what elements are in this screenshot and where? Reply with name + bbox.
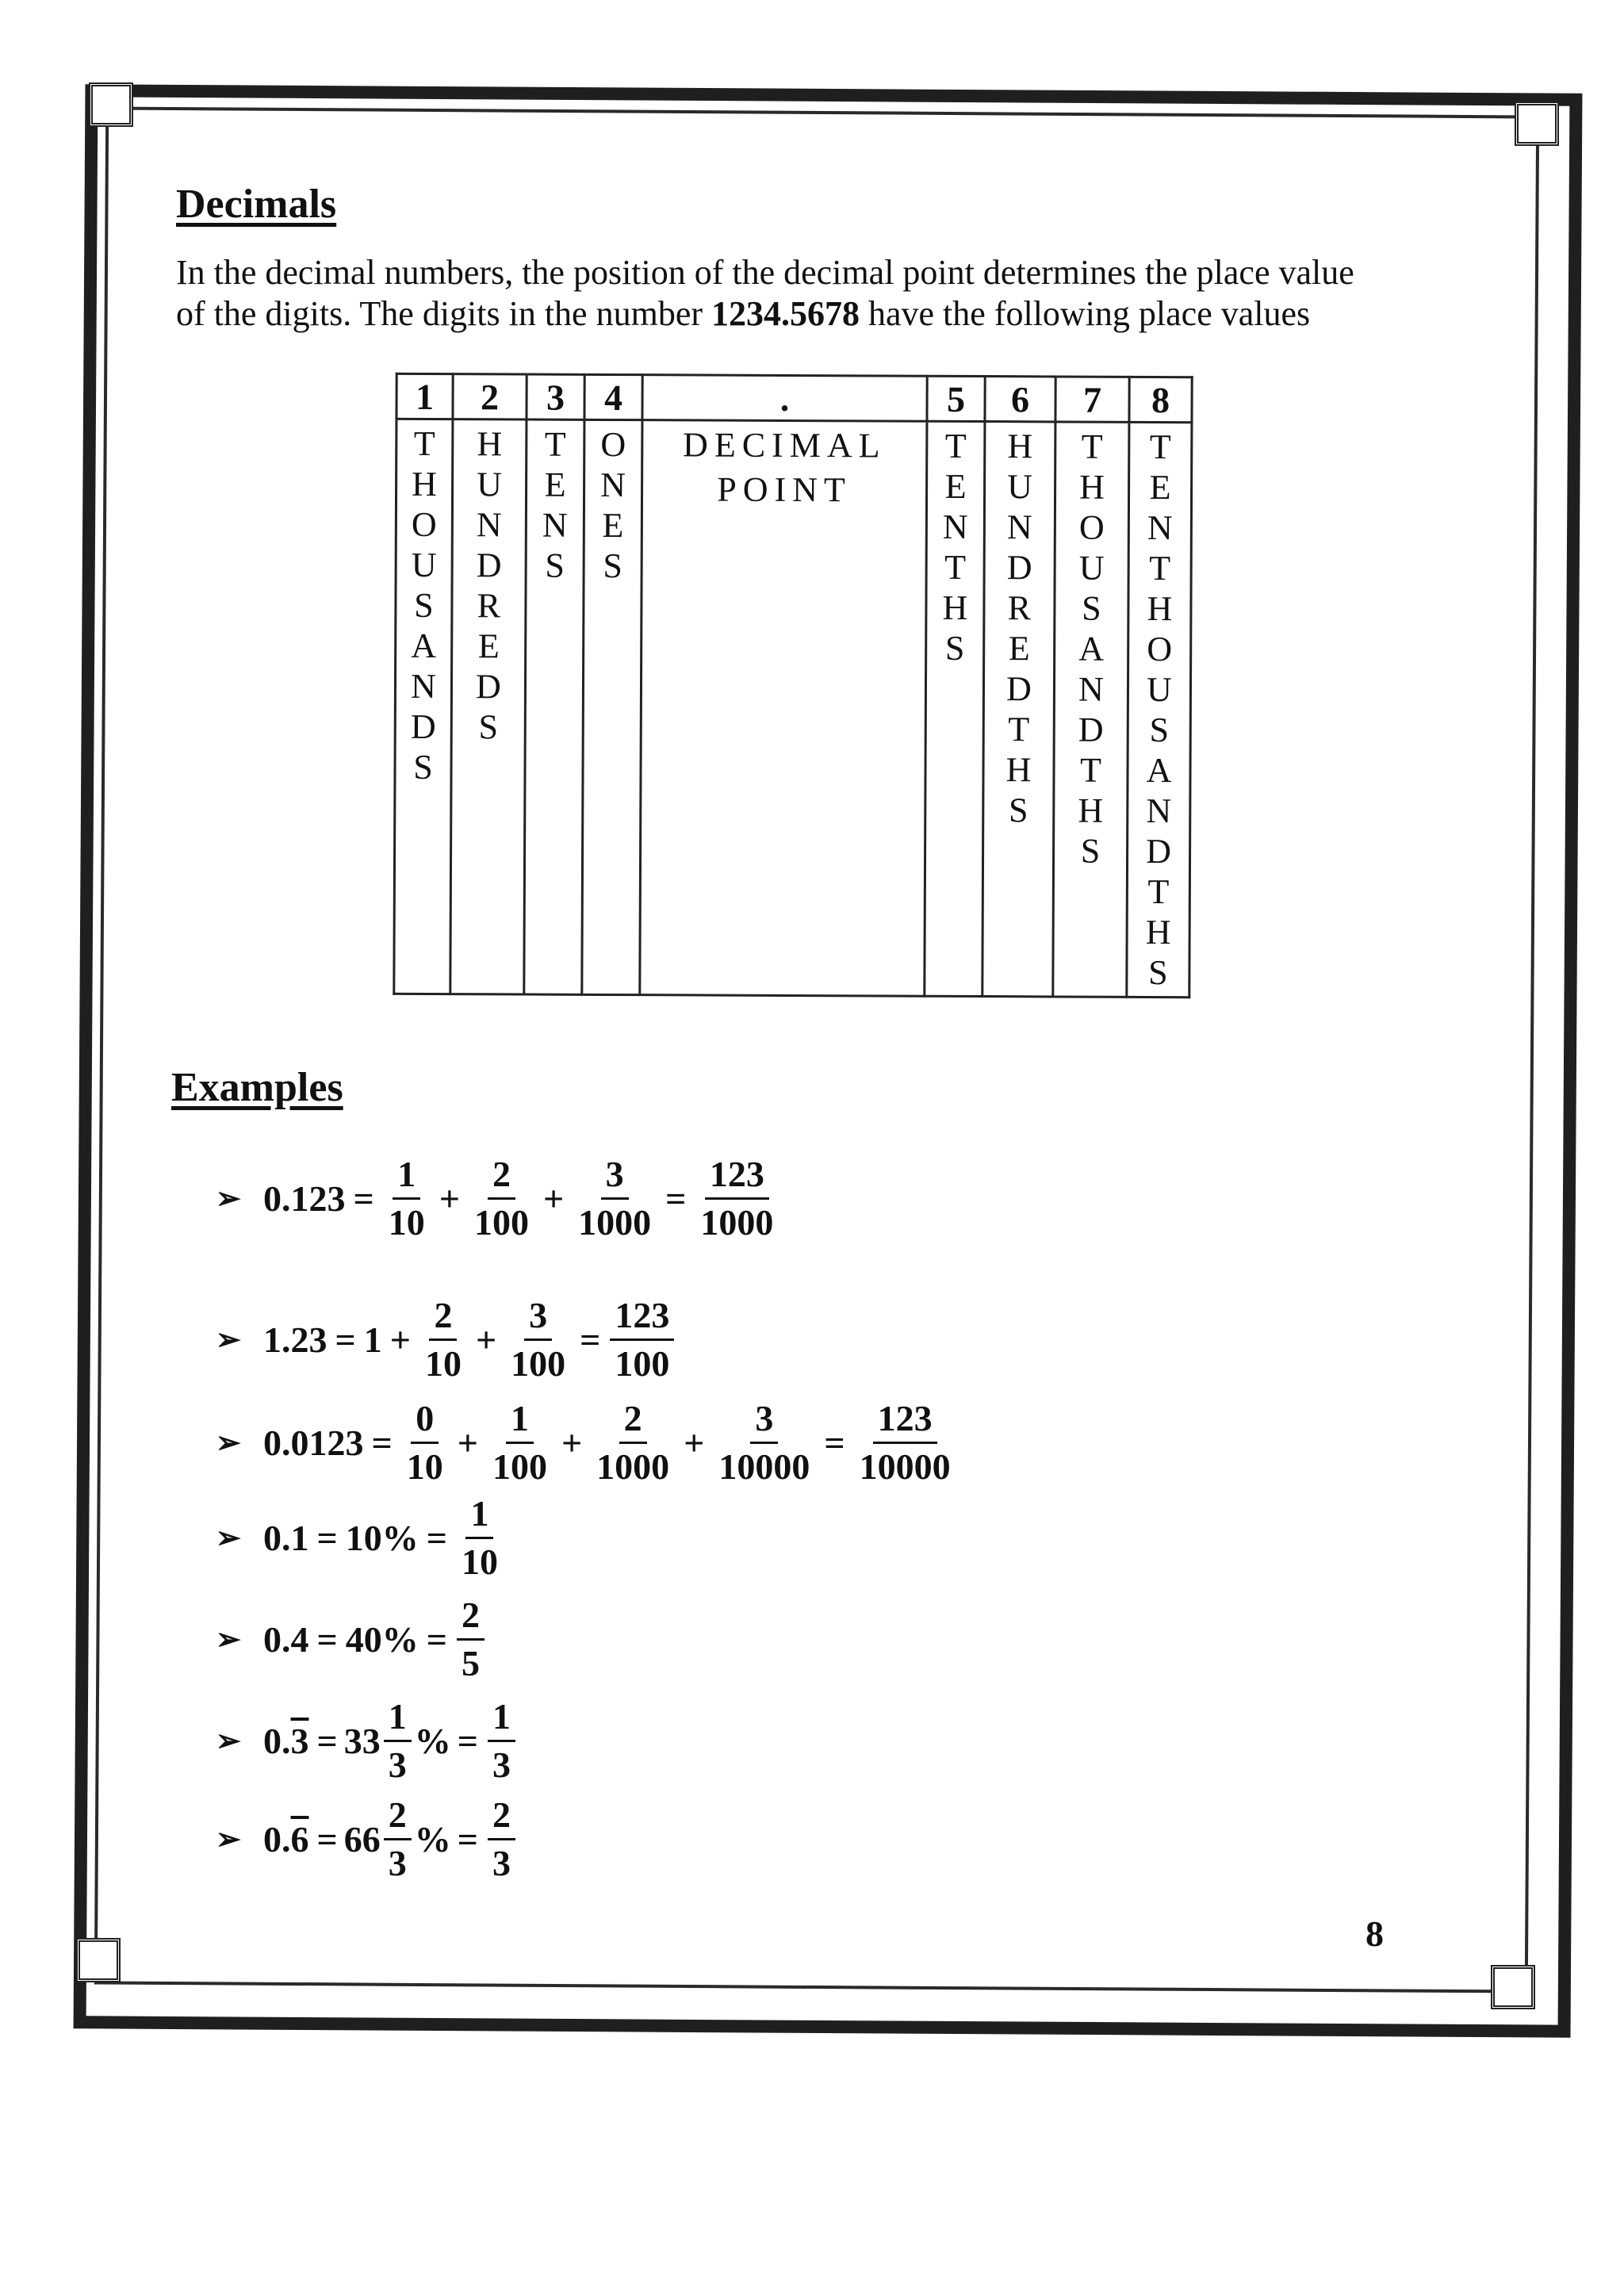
equals-sign: = [426, 1518, 447, 1558]
intro-line-2 [176, 293, 1429, 335]
frame-corner-ornament [89, 82, 133, 127]
fraction-result: $\frac{123}{10000}$ [859, 1398, 951, 1487]
arrow-bullet-icon: ➢ [216, 1427, 241, 1460]
example-number: 1234.5678 [711, 294, 860, 333]
plus-sign: + [439, 1178, 460, 1219]
letter: T [1079, 750, 1102, 790]
example-lhs: 1.23 [263, 1319, 327, 1360]
letter: A [1146, 750, 1172, 791]
intro-line-1: In the decimal numbers, the position of the decimal point determines the place value [176, 253, 1354, 292]
letter: D [1146, 831, 1172, 871]
example-lhs: 0.0123 [263, 1423, 364, 1463]
letter: S [1080, 831, 1101, 871]
arrow-bullet-icon: ➢ [216, 1323, 241, 1357]
arrow-bullet-icon: ➢ [216, 1522, 241, 1555]
letter: E [1149, 467, 1171, 507]
letter: N [542, 505, 568, 545]
letter: N [942, 507, 968, 546]
letter: N [600, 465, 626, 505]
letter: O [600, 424, 626, 465]
place-name-tens [524, 419, 584, 994]
letter: U [1007, 467, 1033, 507]
fraction: $\frac{0}{10}$ [406, 1398, 443, 1487]
example-lhs: 0.6 [263, 1819, 309, 1859]
letter: S [1082, 588, 1101, 628]
letter: S [545, 546, 565, 585]
decimal-label-line-2: POINT [717, 469, 852, 510]
plus-sign: + [457, 1423, 478, 1463]
equals-sign: = [457, 1819, 478, 1859]
letter: N [410, 666, 436, 707]
letter: R [477, 586, 501, 626]
letter: S [1008, 791, 1028, 830]
letter: U [477, 465, 503, 504]
vertical-word [527, 421, 584, 586]
place-number-3: 3 [527, 374, 584, 419]
example-row-3 [216, 1397, 959, 1488]
vertical-word [1128, 423, 1190, 993]
plus-sign: + [389, 1319, 411, 1360]
letter: S [413, 747, 433, 787]
letter: S [603, 546, 622, 586]
letter: E [944, 466, 967, 506]
example-row-6 [216, 1695, 519, 1787]
plus-sign: + [684, 1423, 705, 1463]
letter: U [1078, 548, 1105, 588]
letter: A [411, 626, 437, 666]
vertical-word [396, 420, 451, 787]
equals-sign: = [316, 1518, 338, 1558]
page-title: Decimals [176, 182, 337, 227]
place-number-1: 1 [396, 373, 453, 419]
letter: S [478, 707, 499, 747]
letter: N [1146, 791, 1172, 831]
fraction: $\frac{3}{1000}$ [578, 1154, 652, 1243]
letter: N [1006, 507, 1032, 547]
equals-sign: = [457, 1721, 478, 1761]
letter: T [944, 426, 967, 465]
place-name-hundreds [450, 419, 527, 994]
letter: D [410, 707, 436, 747]
decimal-label-line-1: DECIMAL [682, 425, 887, 465]
equals-sign: = [824, 1423, 845, 1463]
frame-corner-ornament [1491, 1965, 1535, 2009]
equals-sign: = [580, 1319, 601, 1360]
plus-sign: + [561, 1423, 583, 1463]
letter: H [1145, 912, 1171, 952]
fraction: $\frac{2}{10}$ [424, 1295, 462, 1384]
letter: U [411, 545, 437, 585]
letter: D [475, 667, 501, 707]
letter: U [1146, 669, 1172, 710]
letter: T [1147, 871, 1170, 912]
letter: S [414, 585, 434, 626]
example-row-4 [216, 1492, 506, 1584]
letter: T [413, 423, 435, 464]
equals-sign: = [665, 1178, 687, 1219]
repeating-digit: 3 [290, 1721, 309, 1761]
letter: H [1078, 791, 1104, 830]
repeating-digit: 6 [290, 1819, 309, 1859]
vertical-word [927, 423, 983, 668]
place-name-thousands [394, 419, 453, 994]
fraction-result: $\frac{2}{3}$ [488, 1794, 515, 1885]
letter: A [1078, 629, 1105, 668]
fraction: $\frac{1}{100}$ [492, 1398, 547, 1487]
fraction: $\frac{2}{1000}$ [596, 1398, 670, 1487]
example-row-5 [216, 1594, 488, 1685]
letter: T [1081, 427, 1103, 466]
whole-number: 1 [363, 1319, 382, 1360]
equals-sign: = [426, 1619, 447, 1660]
letter: S [944, 628, 965, 668]
letter: E [477, 626, 500, 666]
letter: E [544, 465, 566, 504]
fraction: $\frac{2}{100}$ [473, 1154, 529, 1243]
fraction: $\frac{3}{10000}$ [718, 1398, 810, 1487]
example-lhs: 0.4 [263, 1619, 309, 1660]
place-name-row [394, 419, 1192, 997]
arrow-bullet-icon: ➢ [216, 1623, 241, 1656]
example-lhs: 0.1 [263, 1518, 309, 1558]
letter: H [1005, 750, 1032, 790]
fraction: $\frac{3}{100}$ [511, 1295, 566, 1384]
letter: T [544, 424, 566, 464]
letter: D [476, 546, 502, 585]
place-number-row [396, 373, 1192, 422]
letter: T [1008, 710, 1030, 749]
arrow-bullet-icon: ➢ [216, 1823, 241, 1856]
letter: N [1147, 507, 1173, 548]
letter: D [1006, 548, 1032, 588]
place-number-7: 7 [1055, 377, 1129, 422]
letter: S [1149, 710, 1170, 750]
page-number: 8 [1365, 1913, 1384, 1954]
place-value-table [393, 373, 1193, 998]
percent-value: 10% [345, 1518, 419, 1558]
equals-sign: = [316, 1819, 338, 1859]
letter: R [1007, 588, 1032, 628]
place-name-decimal-point [640, 420, 927, 997]
place-number-2: 2 [453, 374, 527, 419]
letter: T [1149, 427, 1171, 467]
fraction-result: $\frac{1}{10}$ [461, 1493, 498, 1582]
letter: H [1007, 427, 1033, 466]
letter: H [1147, 588, 1173, 629]
letter: T [1149, 548, 1171, 588]
letter: H [412, 464, 438, 504]
equals-sign: = [335, 1319, 356, 1360]
fraction-result: $\frac{2}{5}$ [457, 1594, 485, 1685]
vertical-word [585, 421, 642, 586]
arrow-bullet-icon: ➢ [216, 1725, 241, 1758]
arrow-bullet-icon: ➢ [216, 1182, 241, 1216]
letter: O [1078, 507, 1105, 547]
letter: E [1008, 629, 1030, 668]
fraction-result: $\frac{123}{100}$ [610, 1294, 674, 1385]
frame-corner-ornament [76, 1938, 121, 1982]
intro-text-b: have the following place values [860, 294, 1311, 333]
place-number-5: 5 [927, 376, 985, 421]
equals-sign: = [371, 1423, 393, 1463]
letter: T [944, 547, 967, 587]
fraction: $\frac{1}{10}$ [388, 1154, 425, 1243]
fraction-result: $\frac{1}{3}$ [488, 1695, 515, 1787]
vertical-word [984, 423, 1054, 830]
percent-value: 40% [345, 1619, 419, 1660]
mixed-number-percent: 66 $\frac{2}{3}$ % [343, 1794, 451, 1883]
letter: D [1005, 669, 1032, 709]
intro-text-a: of the digits. The digits in the number [176, 294, 711, 333]
place-number-8: 8 [1129, 377, 1192, 422]
place-name-thousandths [1053, 422, 1129, 997]
equals-sign: = [316, 1721, 338, 1761]
examples-heading: Examples [171, 1065, 343, 1110]
letter: N [1078, 669, 1104, 709]
letter: O [1147, 629, 1173, 669]
letter: E [602, 505, 624, 546]
decimal-point-symbol: . [642, 375, 927, 422]
place-name-ones [582, 419, 642, 994]
letter: O [411, 504, 437, 545]
example-lhs: 0.3 [263, 1721, 309, 1761]
place-number-6: 6 [985, 377, 1055, 422]
example-row-7 [216, 1794, 519, 1885]
example-row-1 [216, 1153, 781, 1244]
letter: H [477, 424, 503, 464]
mixed-number-percent: 33 $\frac{1}{3}$ % [343, 1696, 451, 1785]
plus-sign: + [475, 1319, 497, 1360]
place-name-tenths [925, 421, 985, 996]
example-row-2 [216, 1294, 677, 1385]
place-number-4: 4 [584, 374, 642, 419]
fraction-result: $\frac{123}{1000}$ [700, 1154, 774, 1243]
example-lhs: 0.123 [263, 1178, 346, 1219]
equals-sign: = [316, 1619, 338, 1660]
vertical-word [1055, 423, 1128, 871]
intro-paragraph [176, 252, 1429, 335]
letter: N [476, 505, 502, 545]
place-name-hundredths [982, 422, 1055, 997]
letter: H [1079, 467, 1105, 507]
plus-sign: + [542, 1178, 565, 1219]
equals-sign: = [353, 1178, 374, 1219]
letter: D [1078, 710, 1104, 749]
letter: H [942, 588, 968, 627]
place-name-tenthousandths [1127, 422, 1192, 997]
vertical-word [453, 420, 526, 747]
letter: S [1148, 952, 1168, 993]
frame-corner-ornament [1515, 101, 1559, 146]
